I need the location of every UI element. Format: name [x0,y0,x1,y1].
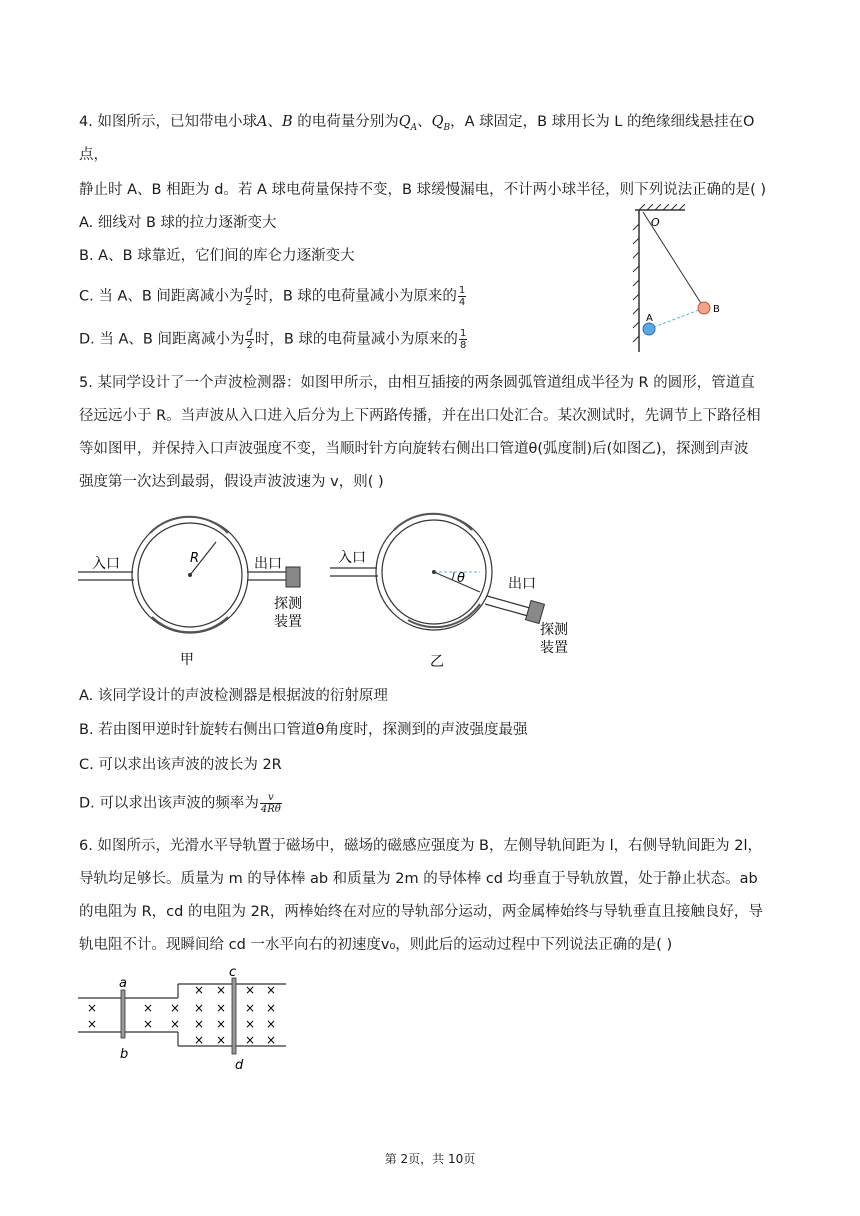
q5-option-c: C. 可以求出该声波的波长为 2R [79,757,282,773]
q4-option-a: A. 细线对 B 球的拉力逐渐变大 [79,215,277,231]
label-detector-1: 探测 [274,596,302,612]
q5-stem-line3: 等如图甲，并保持入口声波强度不变，当顺时针方向旋转右侧出口管道θ(弧度制)后(如图乙)，探测到声波 [79,441,749,457]
q4-option-d: D. 当 A、B 间距离减小为 $\frac{d}{2}$ 时，B 球的电荷量减小为原来的 $\frac{1}{8}$ [79,328,467,351]
q6-rails-figure [78,966,293,1076]
label-detector-2: 装置 [274,614,302,630]
field-cross-mark: × [215,1017,227,1031]
ceiling-hatch [639,204,685,210]
field-cross-mark: × [142,1017,154,1031]
label-detector-2: 装置 [540,640,568,656]
label-outlet: 出口 [508,576,536,592]
fraction-1-over-4: $\frac{1}{4}$ [458,285,466,308]
label-b: b [120,1047,129,1062]
ball-b [698,302,710,314]
distance-line [649,308,704,329]
label-theta: θ [457,571,465,586]
field-cross-mark: × [193,983,205,997]
rod-ab [121,990,125,1038]
field-cross-mark: × [86,1017,98,1031]
magnetic-field-crosses [87,983,276,1047]
field-cross-mark: × [215,983,227,997]
q6-stem-line1: 6. 如图所示，光滑水平导轨置于磁场中，磁场的磁感应强度为 B，左侧导轨间距为 l，右侧导轨间距为 2l， [79,838,762,854]
q5-figure-yi [330,508,580,678]
caption-yi: 乙 [430,654,444,670]
q4-stem-line1-cont: 点， [79,147,108,163]
q5-option-a: A. 该同学设计的声波检测器是根据波的衍射原理 [79,688,388,704]
field-cross-mark: × [265,983,277,997]
field-cross-mark: × [193,1017,205,1031]
q6-stem-line3: 的电阻为 R，cd 的电阻为 2R，两棒始终在对应的导轨部分运动，两金属棒始终与导轨垂直且接触良好，导 [79,904,763,920]
label-a: a [119,976,127,991]
q5-figure-jia [78,512,318,672]
field-cross-mark: × [215,1033,227,1047]
q5-option-d: D. 可以求出该声波的频率为 $\frac{v}{4R\theta}$ [79,792,281,815]
field-cross-mark: × [193,1033,205,1047]
q5-option-b: B. 若由图甲逆时针旋转右侧出口管道θ角度时，探测到的声波强度最强 [79,722,528,738]
field-cross-mark: × [86,1001,98,1015]
q4-option-c: C. 当 A、B 间距离减小为 $\frac{d}{2}$ 时，B 球的电荷量减小为原来的 $\frac{1}{4}$ [79,285,466,308]
label-d: d [235,1058,244,1073]
lower-pipe-arc [408,604,480,627]
fraction-1-over-8: $\frac{1}{8}$ [459,328,467,351]
field-cross-mark: × [169,1001,181,1015]
ball-a [643,323,655,335]
field-cross-mark: × [265,1033,277,1047]
label-inlet: 入口 [92,556,120,572]
label-outlet: 出口 [254,556,282,572]
fraction-d-over-2: $\frac{d}{2}$ [245,285,252,308]
page-footer: 第 2页，共 10页 [384,1152,476,1166]
label-inlet: 入口 [338,550,366,566]
rod-cd [232,978,236,1054]
detector-box [526,600,545,623]
label-detector-1: 探测 [540,622,568,638]
q5-stem-line2: 径远远小于 R。当声波从入口进入后分为上下两路传播，并在出口处汇合。某次测试时，先调节上下路径相 [79,408,761,424]
field-cross-mark: × [244,1033,256,1047]
q6-stem-line4: 轨电阻不计。现瞬间给 cd 一水平向右的初速度v₀，则此后的运动过程中下列说法正确的是( ) [79,937,673,953]
fraction-d-over-2: $\frac{d}{2}$ [246,328,253,351]
caption-jia: 甲 [180,652,194,668]
q4-stem-line1: 4. 如图所示，已知带电小球A、B 的电荷量分别为$Q_A$、$Q_B$，A 球固定，B 球用长为 L 的绝缘细线悬挂在O [79,114,755,133]
fraction-v-over-4r-theta: $\frac{v}{4R\theta}$ [260,792,281,815]
field-cross-mark: × [193,1001,205,1015]
field-cross-mark: × [244,983,256,997]
label-r: R [190,551,200,566]
q6-stem-line2: 导轨均足够长。质量为 m 的导体棒 ab 和质量为 2m 的导体棒 cd 均垂直于导轨放置，处于静止状态。ab [79,871,758,887]
q5-stem-line1: 5. 某同学设计了一个声波检测器：如图甲所示，由相互插接的两条圆弧管道组成半径为 R 的圆形，管道直 [79,375,755,391]
angle-arc [452,572,454,580]
label-c: c [229,966,237,980]
field-cross-mark: × [142,1001,154,1015]
label-o: O [651,216,660,229]
field-cross-mark: × [244,1017,256,1031]
field-cross-mark: × [265,1001,277,1015]
field-cross-mark: × [244,1001,256,1015]
field-cross-mark: × [215,1001,227,1015]
label-a: A [646,313,653,324]
q4-stem-line2: 静止时 A、B 相距为 d。若 A 球电荷量保持不变，B 球缓慢漏电，不计两小球半径，则下列说法正确的是( ) [79,182,767,198]
q4-option-b: B. A、B 球靠近，它们间的库仑力逐渐变大 [79,248,355,264]
field-cross-mark: × [265,1017,277,1031]
q5-stem-line4: 强度第一次达到最弱，假设声波波速为 v，则( ) [79,474,384,490]
label-b: B [713,304,720,315]
detector-box [286,567,300,587]
wall-hatch [633,224,639,342]
field-cross-mark: × [169,1017,181,1031]
q4-pendulum-figure [625,204,745,354]
